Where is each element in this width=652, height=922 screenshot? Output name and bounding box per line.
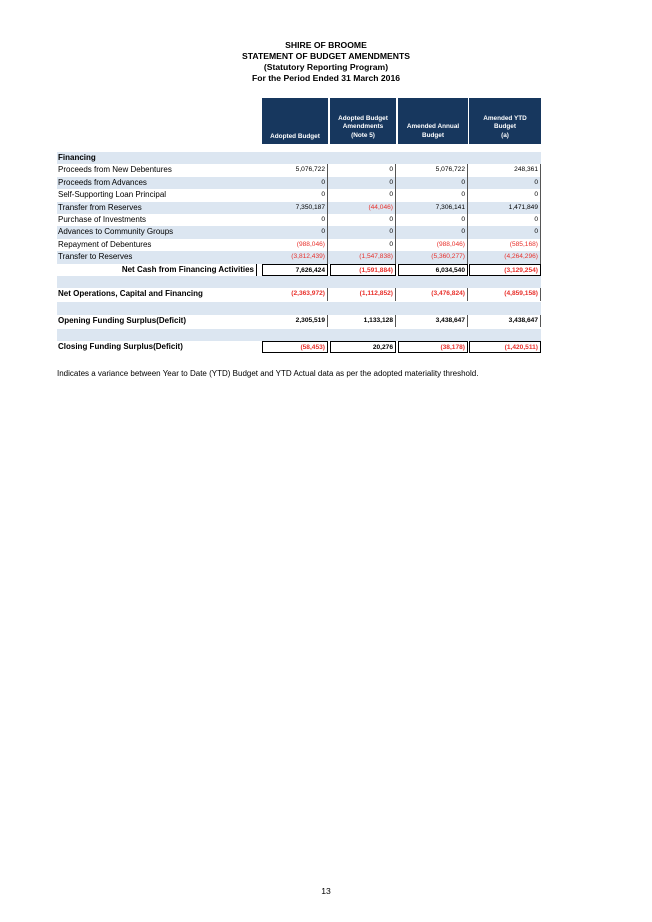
table-row [57,164,541,176]
row-value: 5,076,722 [398,164,468,176]
row-label: Transfer from Reserves [58,202,142,212]
table-row [57,177,541,189]
row-value: (988,046) [398,239,468,251]
row-value: 0 [330,239,396,251]
row-value: 7,306,141 [398,202,468,214]
report-title-block [0,40,652,84]
row-label: Advances to Community Groups [58,227,174,237]
opening-surplus-row: Opening Funding Surplus(Deficit) 2,305,519 1,133,128 3,438,647 3,438,647 [57,315,541,329]
budget-table [57,98,541,355]
row-value: 1,471,849 [469,202,541,214]
period-label: For the Period Ended 31 March 2016 [251,73,401,83]
row-value: 0 [469,226,541,238]
row-value: 0 [469,189,541,201]
row-value: 0 [469,214,541,226]
closing-surplus-row: Closing Funding Surplus(Deficit) (58,453) 20,276 (38,178) (1,420,511) [57,341,541,355]
header-amended-ytd-budget: Amended YTD Budget (a) [469,98,541,144]
header-budget-amendments: Adopted Budget Amendments (Note 5) [330,98,396,144]
row-label: Repayment of Debentures [58,239,152,249]
statement-title: STATEMENT OF BUDGET AMENDMENTS [242,51,410,61]
row-value: 0 [330,164,396,176]
row-label: Proceeds from New Debentures [58,165,172,175]
row-value: 5,076,722 [262,164,328,176]
table-row [57,189,541,201]
row-value: 0 [398,189,468,201]
row-value: (585,168) [469,239,541,251]
row-value: 0 [330,189,396,201]
net-financing-row: Net Cash from Financing Activities 7,626,424 (1,591,884) 6,034,540 (3,129,254) [57,264,541,276]
row-label: Proceeds from Advances [58,177,147,187]
row-value: (3,812,439) [262,251,328,263]
row-value: 0 [330,177,396,189]
row-value: 0 [469,177,541,189]
row-value: 0 [262,189,328,201]
row-value: 0 [330,226,396,238]
table-row [57,251,541,263]
row-value: 248,361 [469,164,541,176]
row-label: Transfer to Reserves [58,252,133,262]
row-value: 0 [262,177,328,189]
header-adopted-budget: Adopted Budget [262,98,328,144]
financing-rows [57,164,541,263]
section-heading-row [57,152,541,164]
row-value: (1,547,838) [330,251,396,263]
table-row [57,239,541,251]
section-heading: Financing [58,153,96,162]
net-operations-row: Net Operations, Capital and Financing (2,363,972) (1,112,852) (3,476,824) (4,859,158) [57,288,541,302]
table-row [57,226,541,238]
row-value: 0 [262,226,328,238]
row-value: 0 [398,214,468,226]
row-value: 0 [398,177,468,189]
row-value: 0 [398,226,468,238]
row-value: (988,046) [262,239,328,251]
row-label: Purchase of Investments [58,214,147,224]
table-row [57,214,541,226]
row-value: 0 [262,214,328,226]
row-value: (4,264,296) [469,251,541,263]
table-row [57,202,541,214]
page-number: 13 [321,886,331,896]
header-amended-annual-budget: Amended Annual Budget [398,98,468,144]
row-value: 7,350,187 [262,202,328,214]
row-value: (5,360,277) [398,251,468,263]
row-value: 0 [330,214,396,226]
row-value: (44,046) [330,202,396,214]
row-label: Self-Supporting Loan Principal [58,190,167,200]
variance-note: Indicates a variance between Year to Date (YTD) Budget and YTD Actual data as per the adopted materiality threshold. [57,369,479,378]
org-name: SHIRE OF BROOME [285,40,367,50]
table-header [57,98,541,144]
statement-subtitle: (Statutory Reporting Program) [263,62,389,72]
